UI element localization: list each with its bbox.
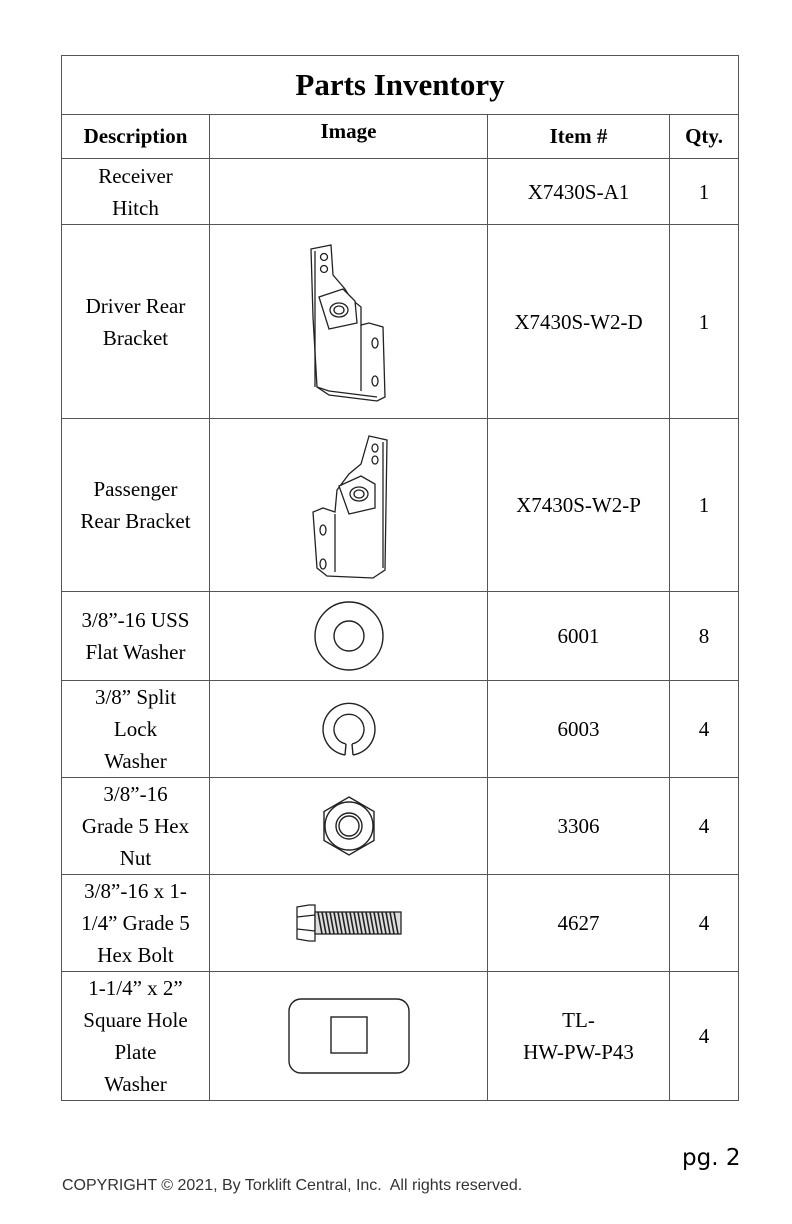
item-cell [488, 681, 670, 778]
image-cell [210, 681, 488, 778]
header-item: Item # [488, 115, 670, 159]
quantity: 1 [698, 179, 710, 204]
image-cell [210, 875, 488, 972]
quantity: 1 [698, 493, 710, 517]
quantity: 4 [698, 717, 710, 741]
item-number: 3306 [557, 814, 600, 838]
quantity: 4 [698, 911, 710, 935]
header-image: Image [210, 115, 488, 159]
driver-bracket-icon [299, 237, 399, 407]
item-number: X7430S-W2-P [516, 493, 641, 517]
item-number: X7430S-W2-D [514, 309, 643, 334]
description-line: 3/8” Split [94, 685, 177, 709]
item-cell [488, 419, 670, 592]
header-qty: Qty. [670, 115, 739, 159]
header-description: Description [62, 115, 210, 159]
flat-washer-icon [309, 596, 389, 676]
item-number: X7430S-A1 [527, 179, 630, 204]
description-cell [62, 875, 210, 972]
description-line: Nut [119, 846, 152, 870]
split-lock-washer-icon [317, 697, 381, 761]
description-line: 3/8”-16 [103, 782, 168, 806]
description-line: Bracket [102, 325, 169, 350]
table-row [62, 225, 739, 419]
quantity: 8 [698, 624, 710, 648]
description-line: Passenger [93, 477, 178, 501]
quantity: 1 [698, 309, 710, 334]
table-row [62, 681, 739, 778]
description-line: 3/8”-16 USS [81, 608, 190, 632]
table-row [62, 159, 739, 225]
description-line: 1/4” Grade 5 [81, 911, 190, 935]
description-line: Square Hole [83, 1008, 188, 1032]
header-row [62, 115, 739, 159]
description-line: Lock [113, 717, 158, 741]
description-line: Grade 5 Hex [81, 814, 190, 838]
description-line: 3/8”-16 x 1- [84, 879, 187, 903]
description-line: Washer [104, 1072, 167, 1096]
qty-cell [670, 419, 739, 592]
qty-cell [670, 778, 739, 875]
description-cell [62, 972, 210, 1101]
description-line: Washer [104, 749, 167, 773]
item-number-line: HW-PW-P43 [523, 1040, 634, 1064]
item-cell [488, 875, 670, 972]
qty-cell [670, 972, 739, 1101]
copyright-notice: COPYRIGHT © 2021, By Torklift Central, Inc. All rights reserved. [62, 1177, 523, 1194]
item-number-line: TL- [562, 1008, 595, 1032]
page-number: pg. 2 [682, 1145, 741, 1171]
description-cell [62, 225, 210, 419]
qty-cell [670, 592, 739, 681]
hex-bolt-icon [293, 901, 405, 945]
qty-cell [670, 159, 739, 225]
hex-nut-icon [317, 794, 381, 858]
item-number: 6003 [557, 717, 600, 741]
image-cell [210, 419, 488, 592]
qty-cell [670, 225, 739, 419]
qty-cell [670, 681, 739, 778]
quantity: 4 [698, 814, 710, 838]
description-line: Receiver [98, 163, 173, 188]
parts-inventory-table [61, 55, 739, 1101]
passenger-bracket-icon [299, 428, 399, 583]
description-line: Hitch [112, 195, 159, 220]
table-row [62, 592, 739, 681]
image-cell [210, 778, 488, 875]
item-number: 4627 [557, 911, 600, 935]
item-cell [488, 225, 670, 419]
item-cell [488, 159, 670, 225]
item-cell [488, 778, 670, 875]
item-cell [488, 972, 670, 1101]
image-cell [210, 159, 488, 225]
image-cell [210, 972, 488, 1101]
table-row [62, 419, 739, 592]
image-cell [210, 225, 488, 419]
description-line: Hex Bolt [97, 943, 174, 967]
description-line: Rear Bracket [80, 509, 191, 533]
description-cell [62, 159, 210, 225]
description-cell [62, 681, 210, 778]
table-row [62, 972, 739, 1101]
table-title: Parts Inventory [62, 56, 739, 115]
description-line: Plate [114, 1040, 157, 1064]
image-cell [210, 592, 488, 681]
square-hole-plate-washer-icon [286, 996, 412, 1076]
qty-cell [670, 875, 739, 972]
table-row [62, 875, 739, 972]
description-line: 1-1/4” x 2” [88, 976, 183, 1000]
description-cell [62, 592, 210, 681]
description-line: Flat Washer [85, 640, 186, 664]
description-line: Driver Rear [85, 293, 186, 318]
description-cell [62, 778, 210, 875]
item-number: 6001 [557, 624, 600, 648]
item-cell [488, 592, 670, 681]
quantity: 4 [698, 1024, 710, 1048]
table-row [62, 778, 739, 875]
description-cell [62, 419, 210, 592]
